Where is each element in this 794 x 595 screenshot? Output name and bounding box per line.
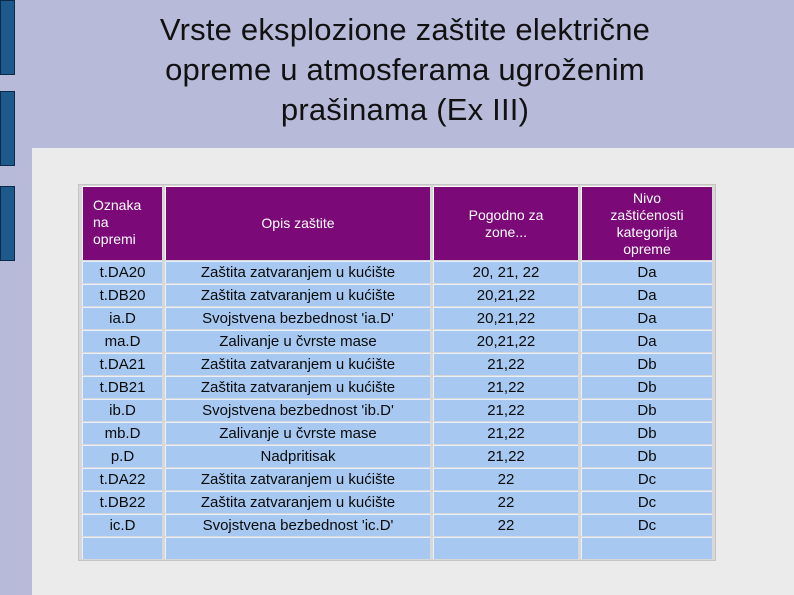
cell-zone: 20,21,22 [433,307,578,329]
cell-oznaka: t.DA22 [82,468,162,490]
cell-zone: 21,22 [433,445,578,467]
cell-zone: 22 [433,514,578,536]
title-line-1: Vrste eksplozione zaštite električne [159,12,651,47]
table-row [82,445,712,467]
cell-nivo: Da [581,307,712,329]
cell-nivo: Da [581,261,712,283]
header-opis: Opis zaštite [165,186,430,260]
table-row [82,353,712,375]
cell-oznaka: mb.D [82,422,162,444]
cell-zone [433,537,578,559]
cell-nivo: Dc [581,468,712,490]
cell-nivo: Da [581,284,712,306]
table-row [82,514,712,536]
cell-zone: 21,22 [433,376,578,398]
cell-opis: Zalivanje u čvrste mase [165,422,430,444]
cell-oznaka: p.D [82,445,162,467]
cell-oznaka: t.DA20 [82,261,162,283]
table-body [82,261,712,559]
table-header-row [82,186,712,260]
cell-oznaka: t.DB20 [82,284,162,306]
header-oznaka: Oznaka na opremi [82,186,162,260]
cell-oznaka: ic.D [82,514,162,536]
slide-title [60,10,750,130]
table-row [82,537,712,559]
cell-opis: Zaštita zatvaranjem u kućište [165,376,430,398]
cell-opis: Zaštita zatvaranjem u kućište [165,353,430,375]
cell-nivo: Da [581,330,712,352]
cell-opis: Zaštita zatvaranjem u kućište [165,261,430,283]
table-row [82,261,712,283]
decor-bar-3 [0,186,15,261]
decor-bar-2 [0,91,15,166]
decor-bar-1 [0,0,15,75]
cell-zone: 20, 21, 22 [433,261,578,283]
cell-opis [165,537,430,559]
cell-opis: Svojstvena bezbednost 'ib.D' [165,399,430,421]
title-line-2: opreme u atmosferama ugroženim [165,52,645,87]
table-row [82,330,712,352]
cell-zone: 21,22 [433,353,578,375]
cell-zone: 22 [433,468,578,490]
cell-oznaka [82,537,162,559]
table-row [82,468,712,490]
cell-oznaka: t.DB22 [82,491,162,513]
table-row [82,491,712,513]
cell-nivo: Dc [581,491,712,513]
cell-zone: 22 [433,491,578,513]
cell-zone: 20,21,22 [433,330,578,352]
cell-opis: Zaštita zatvaranjem u kućište [165,468,430,490]
cell-nivo: Db [581,422,712,444]
table-row [82,422,712,444]
header-zone: Pogodno za zone... [433,186,578,260]
cell-opis: Zaštita zatvaranjem u kućište [165,284,430,306]
title-line-3: prašinama (Ex III) [280,92,530,127]
table-row [82,307,712,329]
cell-nivo: Db [581,399,712,421]
cell-nivo: Db [581,445,712,467]
cell-oznaka: t.DA21 [82,353,162,375]
table-row [82,284,712,306]
protection-table [78,184,716,561]
cell-oznaka: ma.D [82,330,162,352]
cell-oznaka: ia.D [82,307,162,329]
cell-zone: 20,21,22 [433,284,578,306]
cell-nivo [581,537,712,559]
cell-nivo: Dc [581,514,712,536]
cell-oznaka: t.DB21 [82,376,162,398]
table-row [82,376,712,398]
cell-opis: Svojstvena bezbednost 'ia.D' [165,307,430,329]
header-nivo: Nivo zaštićenosti kategorija opreme [581,186,712,260]
cell-opis: Zaštita zatvaranjem u kućište [165,491,430,513]
cell-opis: Svojstvena bezbednost 'ic.D' [165,514,430,536]
cell-opis: Nadpritisak [165,445,430,467]
cell-nivo: Db [581,353,712,375]
cell-opis: Zalivanje u čvrste mase [165,330,430,352]
cell-zone: 21,22 [433,399,578,421]
table-row [82,399,712,421]
cell-zone: 21,22 [433,422,578,444]
cell-nivo: Db [581,376,712,398]
cell-oznaka: ib.D [82,399,162,421]
